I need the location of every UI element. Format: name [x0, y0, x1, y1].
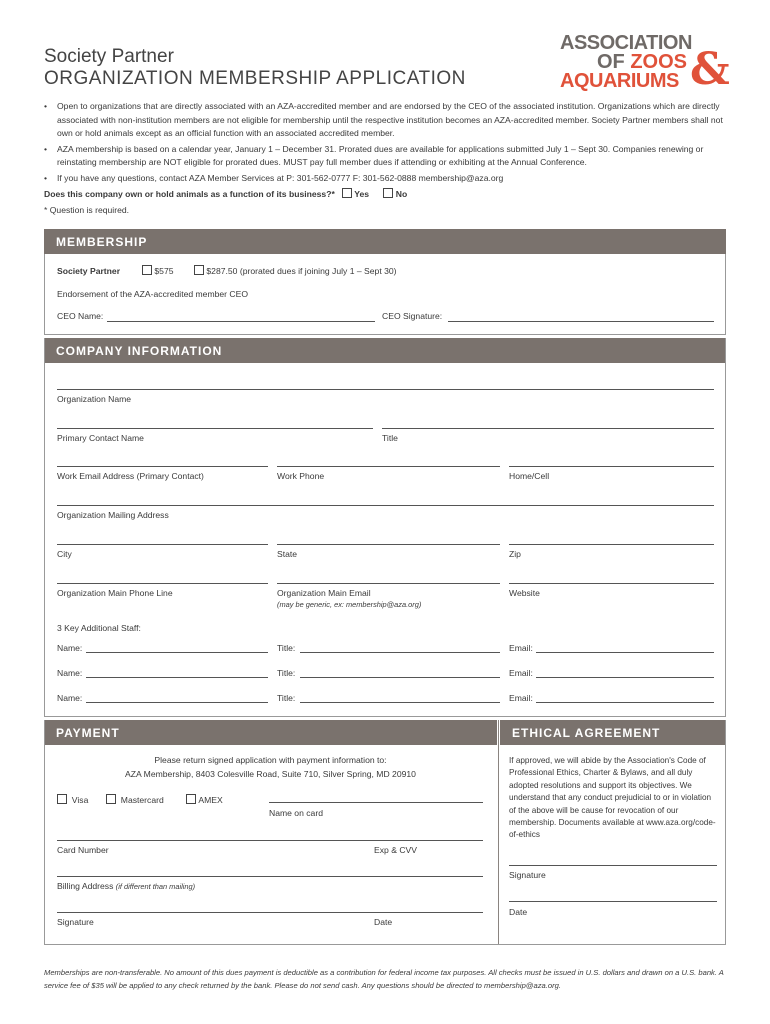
staff2-title-field[interactable]	[300, 677, 500, 678]
dues-575-option[interactable]: $575	[142, 265, 174, 276]
billing-address-field[interactable]	[57, 876, 483, 877]
exp-cvv-label: Exp & CVV	[374, 845, 417, 855]
zip-label: Zip	[509, 549, 521, 559]
staff2-title-label: Title:	[277, 668, 296, 678]
staff1-name-label: Name:	[57, 643, 83, 653]
payment-signature-field[interactable]	[57, 912, 483, 913]
home-cell-label: Home/Cell	[509, 471, 550, 481]
city-label: City	[57, 549, 72, 559]
city-field[interactable]	[57, 544, 268, 545]
organization-name-label: Organization Name	[57, 394, 132, 404]
staff3-title-field[interactable]	[300, 702, 500, 703]
work-phone-field[interactable]	[277, 466, 500, 467]
ethics-signature-label: Signature	[509, 870, 546, 880]
main-email-label: Organization Main Email	[277, 588, 371, 598]
staff1-title-field[interactable]	[300, 652, 500, 653]
state-field[interactable]	[277, 544, 500, 545]
contact-title-label: Title	[382, 433, 398, 443]
home-cell-field[interactable]	[509, 466, 714, 467]
ceo-name-label: CEO Name:	[57, 311, 104, 321]
ceo-signature-field[interactable]	[448, 321, 714, 322]
staff2-name-field[interactable]	[86, 677, 268, 678]
ethics-text: If approved, we will abide by the Association's Code of Professional Ethics, Charter & Bylaws, and all duly adopted resolutions and support its objectives. We understand that any conduct prejudicial to or in violation of the above will be cause for revocation of our membership. Documents available at www.aza.org/code-of-ethics	[509, 756, 716, 840]
name-on-card-field[interactable]	[269, 802, 483, 803]
card-number-label: Card Number	[57, 845, 109, 855]
visa-checkbox[interactable]	[57, 794, 67, 804]
amex-checkbox[interactable]	[186, 794, 196, 804]
billing-note: (if different than mailing)	[115, 882, 196, 891]
staff1-email-label: Email:	[509, 643, 533, 653]
main-email-field[interactable]	[277, 583, 500, 584]
no-checkbox[interactable]	[383, 188, 393, 198]
staff1-name-field[interactable]	[86, 652, 268, 653]
payment-date-label: Date	[374, 917, 393, 927]
contact-title-field[interactable]	[382, 428, 714, 429]
main-email-note: (may be generic, ex: membership@aza.org)	[277, 600, 422, 609]
dues-prorated-option[interactable]: $287.50 (prorated dues if joining July 1 – Sept 30)	[194, 265, 397, 276]
logo-line1: ASSOCIATION	[560, 32, 692, 54]
animals-question-text: Does this company own or hold animals as a function of its business?*	[44, 189, 335, 199]
dues-575-checkbox[interactable]	[142, 265, 152, 275]
mailing-address-field[interactable]	[57, 505, 714, 506]
mastercard-option[interactable]: Mastercard	[106, 794, 164, 805]
work-email-label: Work Email Address (Primary Contact)	[57, 471, 204, 481]
main-phone-field[interactable]	[57, 583, 268, 584]
staff3-name-field[interactable]	[86, 702, 268, 703]
dues-prorated-checkbox[interactable]	[194, 265, 204, 275]
staff2-email-label: Email:	[509, 668, 533, 678]
mastercard-checkbox[interactable]	[106, 794, 116, 804]
form-title: ORGANIZATION MEMBERSHIP APPLICATION	[44, 68, 466, 89]
ethics-date-label: Date	[509, 907, 528, 917]
ceo-name-field[interactable]	[107, 321, 375, 322]
footer-disclaimer: Memberships are non-transferable. No amount of this dues payment is deductible as a contribution for federal income tax purposes. All checks must be issued in U.S. dollars and drawn on a U.S. bank. A service fee of $35 will be applied to any check returned by the bank. Please do not send cash. Any questions should be directed to membership@aza.org.	[44, 968, 724, 990]
ethics-signature-field[interactable]	[509, 865, 717, 866]
bullet-item: • Open to organizations that are directly associated with an AZA-accredited member and are endorsed by the CEO of the associated institution. Organizations which are directly associated with non-institution members are not eligible for membership until the respective institution becomes an AZA-accredited member. Society Partner members shall not own or hold animals except as an official function with an associated accredited member.	[44, 100, 734, 141]
staff3-email-label: Email:	[509, 693, 533, 703]
staff3-title-label: Title:	[277, 693, 296, 703]
endorsement-label: Endorsement of the AZA-accredited member CEO	[57, 289, 249, 299]
primary-contact-label: Primary Contact Name	[57, 433, 144, 443]
payment-instructions-1: Please return signed application with payment information to:	[154, 755, 387, 765]
ceo-signature-label: CEO Signature:	[382, 311, 443, 321]
mailing-address-label: Organization Mailing Address	[57, 510, 169, 520]
primary-contact-field[interactable]	[57, 428, 373, 429]
staff-heading: 3 Key Additional Staff:	[57, 623, 141, 633]
website-field[interactable]	[509, 583, 714, 584]
payment-instructions-2: AZA Membership, 8403 Colesville Road, Suite 710, Silver Spring, MD 20910	[125, 769, 416, 779]
staff3-name-label: Name:	[57, 693, 83, 703]
visa-option[interactable]: Visa	[57, 794, 88, 805]
logo-ampersand: &	[690, 44, 730, 95]
work-email-field[interactable]	[57, 466, 268, 467]
billing-address-label: Billing Address (if different than mailing)	[57, 881, 196, 891]
company-section	[44, 338, 726, 717]
staff2-email-field[interactable]	[536, 677, 714, 678]
payment-signature-label: Signature	[57, 917, 94, 927]
company-heading: COMPANY INFORMATION	[44, 338, 726, 363]
membership-heading: MEMBERSHIP	[44, 229, 726, 254]
zip-field[interactable]	[509, 544, 714, 545]
staff3-email-field[interactable]	[536, 702, 714, 703]
aza-logo	[560, 32, 730, 95]
staff1-email-field[interactable]	[536, 652, 714, 653]
form-subtitle: Society Partner	[44, 46, 174, 67]
logo-line3: AQUARIUMS	[560, 70, 679, 92]
card-number-field[interactable]	[57, 840, 483, 841]
website-label: Website	[509, 588, 540, 598]
no-label: No	[395, 189, 408, 199]
ethics-heading: ETHICAL AGREEMENT	[500, 720, 726, 745]
name-on-card-label: Name on card	[269, 808, 323, 818]
staff1-title-label: Title:	[277, 643, 296, 653]
required-note: * Question is required.	[44, 205, 130, 215]
main-phone-label: Organization Main Phone Line	[57, 588, 173, 598]
staff2-name-label: Name:	[57, 668, 83, 678]
state-label: State	[277, 549, 298, 559]
membership-type: Society Partner	[57, 266, 121, 276]
animals-question	[44, 188, 407, 199]
bullet-item: • AZA membership is based on a calendar year, January 1 – December 31. Prorated dues are available for applications submitted July 1 – Sept 30. Companies renewing or reinstating membership are NOT eligible for prorated dues. MUST pay full member dues if attending or exhibiting at the Annual Conference.	[44, 143, 734, 170]
yes-checkbox[interactable]	[342, 188, 352, 198]
logo-line2: OF ZOOS	[597, 51, 688, 73]
organization-name-field[interactable]	[57, 389, 714, 390]
work-phone-label: Work Phone	[277, 471, 325, 481]
payment-heading: PAYMENT	[44, 720, 497, 745]
yes-label: Yes	[354, 189, 370, 199]
ethics-date-field[interactable]	[509, 901, 717, 902]
bullet-item: • If you have any questions, contact AZA Member Services at P: 301-562-0777 F: 301-562-0888 membership@aza.org	[44, 172, 734, 186]
amex-option[interactable]: AMEX	[186, 794, 223, 805]
eligibility-notes	[44, 100, 734, 188]
section-divider	[498, 720, 499, 944]
